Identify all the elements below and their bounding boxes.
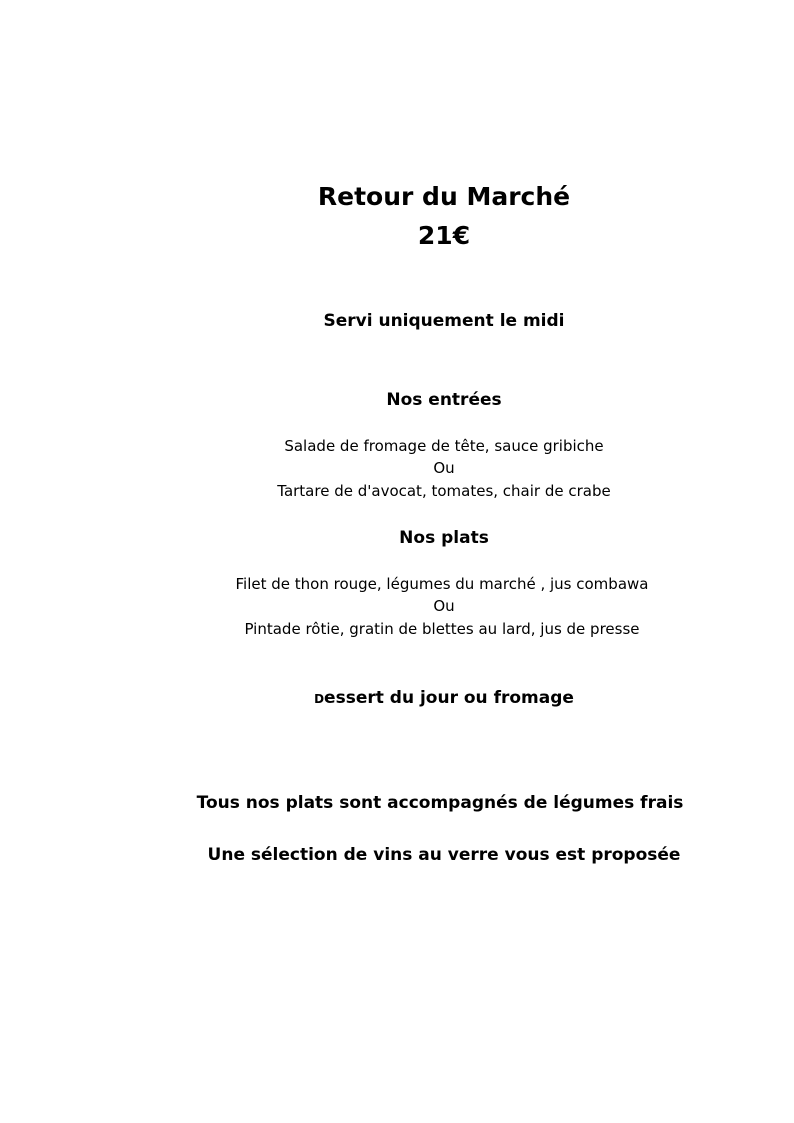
entree-option-2: Tartare de d'avocat, tomates, chair de crabe (277, 482, 611, 500)
dessert-initial: D (314, 692, 325, 706)
dessert-text: essert du jour ou fromage (324, 688, 574, 708)
plats-heading: Nos plats (399, 528, 489, 548)
availability-note: Servi uniquement le midi (323, 311, 565, 331)
entrees-heading: Nos entrées (386, 390, 502, 410)
entree-option-1: Salade de fromage de tête, sauce gribiche (284, 437, 604, 455)
wines-note: Une sélection de vins au verre vous est proposée (207, 845, 681, 865)
menu-price: 21€ (417, 221, 471, 250)
plat-separator: Ou (433, 597, 455, 615)
vegetables-note: Tous nos plats sont accompagnés de légumes frais (196, 793, 684, 813)
plat-option-2: Pintade rôtie, gratin de blettes au lard, jus de presse (244, 620, 640, 638)
dessert-line (0, 690, 794, 707)
menu-title: Retour du Marché (317, 182, 571, 211)
entree-separator: Ou (433, 459, 455, 477)
plat-option-1: Filet de thon rouge, légumes du marché , jus combawa (235, 575, 649, 593)
